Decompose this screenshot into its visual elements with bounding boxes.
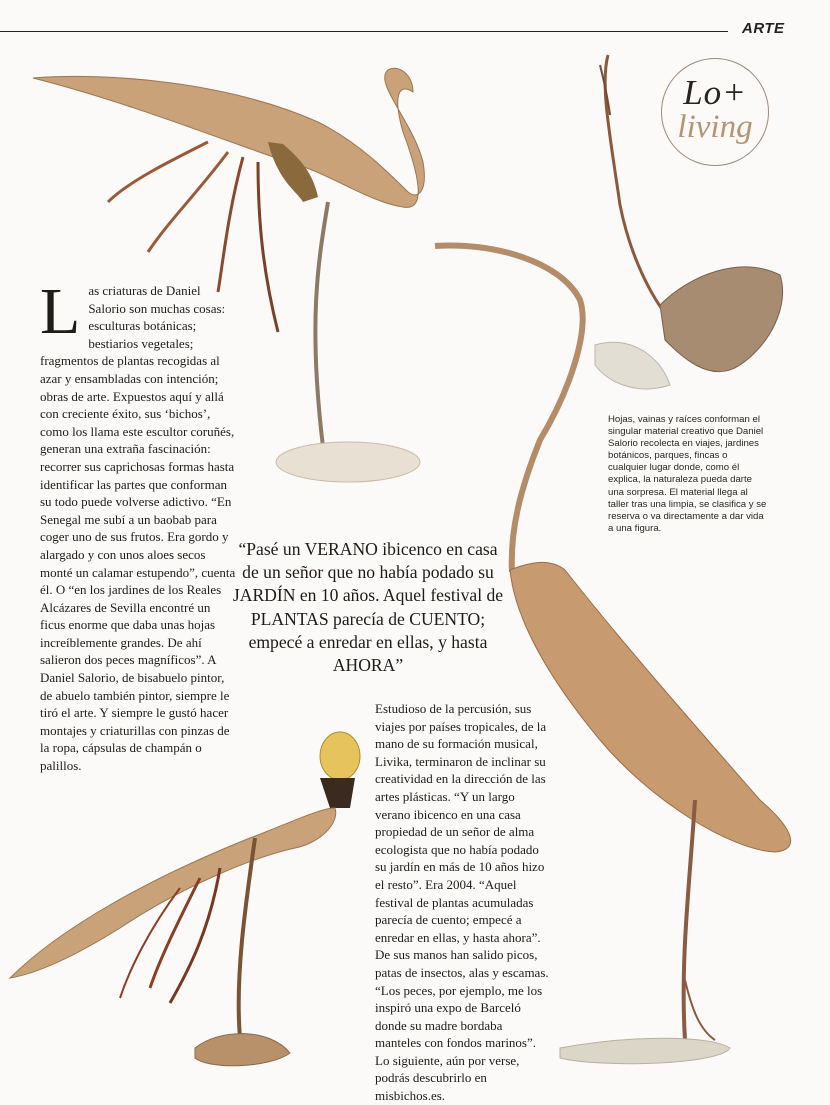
header-rule xyxy=(0,31,728,32)
right-column-text: Estudioso de la percusión, sus viajes por países tropicales, de la mano de su formación musical, Livika, terminaron de inclinar su creatividad en la dirección de las artes plásticas. “Y un largo verano ibicenco en una casa propiedad de un señor de alma ecologista que no había podado su jardín en más de 10 años hizo el resto”. Era 2004. “Aquel festival de plantas acumuladas parecía de cuento; empecé a enredar en ellas, y hasta ahora”. De sus manos han salido picos, patas de insectos, alas y escamas. “Los peces, por ejemplo, me los inspiró una expo de Barceló donde su madre bordaba manteles con fondos marinos”. Lo siguiente, aún por verse, podrás descubrirlo en misbichos.es. xyxy=(375,701,549,1104)
sculpture-bird-bottom xyxy=(0,728,370,1073)
left-column-text: as criaturas de Daniel Salorio son muchas cosas: esculturas botánicas; bestiarios vegetales; fragmentos de plantas recogidas al azar y ensambladas con intención; obras de arte. Expuestos aquí y allá con creciente éxito, sus ‘bichos’, como los llama este escultor coruñés, generan una extraña fascinación: recorrer sus caprichosas formas hasta identificar las partes que conforman su todo puede volverse adictivo. “En Senegal me subí a un baobab para coger uno de sus frutos. Era gordo y alargado y con unos aloes secos monté un calamar estupendo”, cuenta él. O “en los jardines de los Reales Alcázares de Sevilla encontré un ficus enorme que daba unas hojas increíblemente grandes. De ahí salieron dos peces magníficos”. A Daniel Salorio, de bisabuelo pintor, de abuelo también pintor, siempre le tiró el arte. Y siempre le gustó hacer montajes y criaturillas con pinzas de la ropa, cápsulas de champán o palillos. xyxy=(40,283,236,774)
badge-line-1: Lo+ xyxy=(683,73,747,112)
photo-caption: Hojas, vainas y raíces conforman el singular material creativo que Daniel Salorio recolecta en viajes, jardines botánicos, parques, fincas o cualquier lugar donde, como él explica, la naturaleza pueda darte una sorpresa. El material llega al taller tras una limpia, se clasifica y se reserva o va directamente a dar vida a una figura. xyxy=(608,414,767,534)
right-column xyxy=(375,700,551,1105)
pull-quote: “Pasé un VERANO ibicenco en casa de un señor que no había podado su JARDÍN en 10 años. Aquel festival de PLANTAS parecía de CUENTO; empecé a enredar en ellas, y hasta AHORA” xyxy=(232,539,504,676)
badge-line-2: living xyxy=(677,109,753,145)
left-column xyxy=(40,275,238,775)
section-label: ARTE xyxy=(742,20,785,37)
drop-cap: L xyxy=(40,275,81,348)
